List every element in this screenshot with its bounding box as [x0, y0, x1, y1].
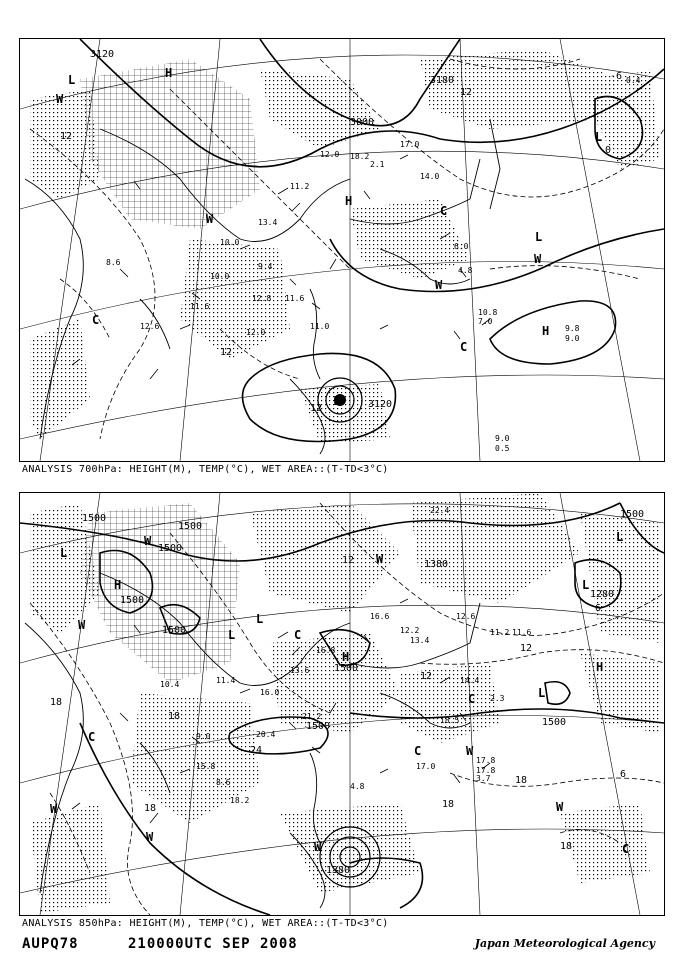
height-label: 3180: [430, 75, 455, 86]
temp-label: 12: [60, 131, 73, 142]
pressure-center-label: C: [414, 744, 422, 758]
station-value: 9.0: [196, 732, 211, 741]
station-value: 18.5: [440, 716, 460, 725]
station-value: 18.2: [350, 152, 370, 161]
station-value: 9.0: [565, 334, 580, 343]
station-value: 20.4: [256, 730, 276, 739]
temp-label: 12: [520, 643, 533, 654]
pressure-center-label: W: [556, 800, 564, 814]
height-label: 1500: [306, 721, 331, 732]
pressure-center-label: L: [595, 130, 603, 144]
station-value: 10.0: [220, 238, 240, 247]
map-panel-700hpa: [19, 38, 665, 462]
station-value: 10.4: [160, 680, 180, 689]
pressure-center-label: W: [534, 252, 542, 266]
pressure-center-label: L: [535, 230, 543, 244]
pressure-center-label: W: [376, 552, 384, 566]
station-value: 0.5: [495, 444, 510, 453]
temp-label: 6: [595, 603, 602, 614]
station-value: 4.8: [458, 266, 473, 275]
station-value: 22.4: [430, 506, 450, 515]
station-value: 10.0: [210, 272, 230, 281]
station-value: 11.2: [290, 182, 310, 191]
station-value: 17.8: [476, 766, 496, 775]
temp-label: 18: [50, 697, 63, 708]
analysis-time: 210000UTC SEP 2008: [128, 936, 298, 952]
agency-name: Japan Meteorological Agency: [474, 937, 655, 950]
temp-label: 12: [342, 555, 355, 566]
temp-label: 12: [420, 671, 433, 682]
map-700hpa-svg: [20, 39, 664, 461]
caption-700hpa: ANALYSIS 700hPa: HEIGHT(M), TEMP(°C), WET AREA::(T-TD<3°C): [22, 464, 389, 475]
pressure-center-label: L: [60, 546, 68, 560]
station-value: 13.4: [258, 218, 278, 227]
pressure-center-label: W: [466, 744, 474, 758]
height-label: 1500: [178, 521, 203, 532]
station-value: 12.0: [246, 328, 266, 337]
pressure-center-label: W: [314, 840, 322, 854]
station-value: 11.0: [310, 322, 330, 331]
pressure-center-label: L: [333, 394, 341, 408]
station-value: 6.0: [454, 242, 469, 251]
pressure-center-label: W: [50, 802, 58, 816]
station-value: 17.0: [416, 762, 436, 771]
station-value: 12.2: [400, 626, 420, 635]
height-label: 1500: [620, 509, 645, 520]
temp-label: -6: [610, 71, 623, 82]
pressure-center-label: C: [460, 340, 468, 354]
pressure-center-label: C: [92, 313, 100, 327]
station-value: 12.8: [252, 294, 272, 303]
pressure-center-label: L: [616, 530, 624, 544]
pressure-center-label: H: [596, 660, 604, 674]
station-value: 9.4: [258, 262, 273, 271]
temp-label: 18: [515, 775, 528, 786]
station-value: 2.3: [490, 694, 505, 703]
station-value: 3.7: [476, 774, 491, 783]
pressure-center-label: W: [56, 92, 64, 106]
chart-code: AUPQ78: [22, 936, 79, 952]
pressure-center-label: C: [88, 730, 96, 744]
station-value: 7.0: [478, 317, 493, 326]
station-value: 21.2: [302, 712, 322, 721]
pressure-center-label: H: [542, 324, 550, 338]
height-label: 1500: [334, 663, 359, 674]
station-value: 2.1: [370, 160, 385, 169]
height-label: 3120: [90, 49, 115, 60]
station-value: 12.6: [140, 322, 160, 331]
height-label: 3120: [368, 399, 393, 410]
temp-label: 0: [605, 145, 612, 156]
station-value: 11.6: [285, 294, 305, 303]
height-label: 1500: [162, 625, 187, 636]
temp-label: 24: [250, 745, 263, 756]
pressure-center-label: W: [146, 830, 154, 844]
pressure-center-label: C: [622, 842, 630, 856]
pressure-center-label: H: [342, 650, 350, 664]
station-value: 11.4: [216, 676, 236, 685]
pressure-center-label: W: [144, 534, 152, 548]
temp-label: 18: [442, 799, 455, 810]
pressure-center-label: L: [582, 578, 590, 592]
station-value: 14.0: [420, 172, 440, 181]
height-label: 1500: [120, 595, 145, 606]
station-value: 8.6: [106, 258, 121, 267]
pressure-center-label: H: [114, 578, 122, 592]
station-value: 17.8: [476, 756, 496, 765]
pressure-center-label: W: [206, 212, 214, 226]
map-panel-850hpa: [19, 492, 665, 916]
station-value: 11.6: [190, 302, 210, 311]
height-label: 1500: [82, 513, 107, 524]
temp-label: 18: [144, 803, 157, 814]
height-label: 1380: [326, 865, 351, 876]
station-value: 11.6: [512, 628, 532, 637]
station-value: 9.0: [495, 434, 510, 443]
station-value: 13.6: [290, 666, 310, 675]
height-label: 3000: [350, 117, 375, 128]
station-value: 4.8: [350, 782, 365, 791]
map-850hpa-svg: [20, 493, 664, 915]
station-value: 0.4: [626, 76, 641, 85]
station-value: 8.6: [216, 778, 231, 787]
temp-label: 18: [560, 841, 573, 852]
pressure-center-label: C: [468, 692, 476, 706]
pressure-center-label: L: [538, 686, 546, 700]
station-value: 13.4: [410, 636, 430, 645]
temp-label: 12: [460, 87, 473, 98]
height-label: 1500: [158, 543, 183, 554]
station-value: 17.0: [400, 140, 420, 149]
station-value: 9.8: [565, 324, 580, 333]
pressure-center-label: W: [435, 278, 443, 292]
pressure-center-label: W: [78, 618, 86, 632]
height-label: 1500: [542, 717, 567, 728]
pressure-center-label: C: [294, 628, 302, 642]
station-value: 16.0: [260, 688, 280, 697]
temp-label: 12: [310, 403, 323, 414]
station-value: 15.8: [196, 762, 216, 771]
pressure-center-label: C: [440, 204, 448, 218]
temp-label: 6: [620, 769, 627, 780]
pressure-center-label: H: [345, 194, 353, 208]
station-value: 16.8: [316, 646, 336, 655]
pressure-center-label: L: [256, 612, 264, 626]
pressure-center-label: L: [68, 73, 76, 87]
pressure-center-label: H: [165, 66, 173, 80]
station-value: 12.6: [456, 612, 476, 621]
station-value: 12.0: [320, 150, 340, 159]
station-value: 10.8: [478, 308, 498, 317]
height-label: 1380: [424, 559, 449, 570]
temp-label: 12: [220, 347, 233, 358]
pressure-center-label: L: [228, 628, 236, 642]
height-label: 1280: [590, 589, 615, 600]
temp-label: 18: [168, 711, 181, 722]
station-value: 14.4: [460, 676, 480, 685]
station-value: 16.6: [370, 612, 390, 621]
station-value: 18.2: [230, 796, 250, 805]
station-value: 11.2: [490, 628, 510, 637]
wet-area-shading: [30, 49, 660, 444]
caption-850hpa: ANALYSIS 850hPa: HEIGHT(M), TEMP(°C), WET AREA::(T-TD<3°C): [22, 918, 389, 929]
